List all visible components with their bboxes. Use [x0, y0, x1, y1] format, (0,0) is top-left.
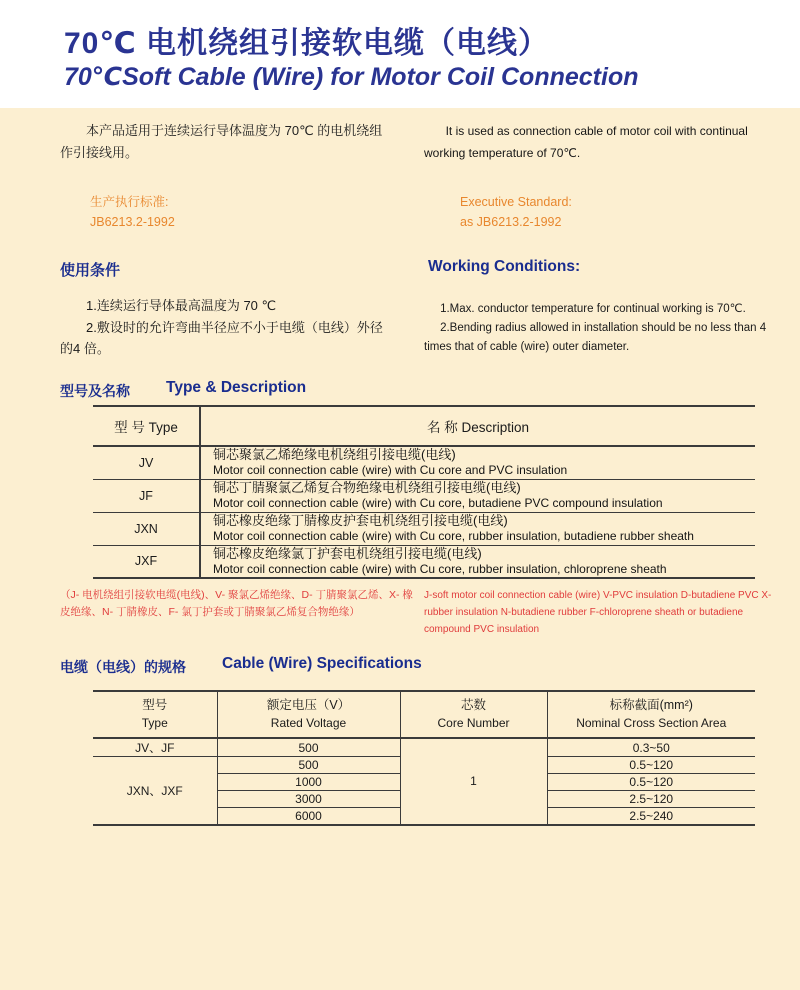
header-zh: 芯数 [460, 698, 486, 712]
standard-label-zh: 生产执行标准: [90, 195, 169, 209]
spec-section-heading-en: Cable (Wire) Specifications [222, 655, 422, 672]
column-header-core-number [400, 691, 547, 738]
description-cell [200, 512, 755, 545]
cross-section-cell: 0.5~120 [547, 774, 755, 791]
column-header-cross-section [547, 691, 755, 738]
executive-standard-en [460, 192, 572, 232]
column-header-description: 名 称 Description [200, 406, 755, 446]
header-en: Core Number [437, 716, 510, 730]
type-cell: JXN [93, 512, 200, 545]
description-zh: 铜芯橡皮绝缘氯丁护套电机绕组引接电缆(电线) [213, 545, 482, 561]
table-row [93, 446, 755, 479]
voltage-cell: 500 [217, 757, 400, 774]
header-en: Type [141, 716, 168, 730]
header-en: Rated Voltage [270, 716, 347, 730]
description-en: Motor coil connection cable (wire) with Cu core, rubber insulation, butadiene rubber sheath [213, 529, 694, 543]
cross-section-cell: 2.5~240 [547, 808, 755, 825]
voltage-cell: 1000 [217, 774, 400, 791]
header-zh: 额定电压（V） [266, 698, 351, 712]
condition-item: 1.连续运行导体最高温度为 70 ℃ [86, 298, 277, 313]
standard-value-zh: JB6213.2-1992 [90, 215, 175, 229]
column-header-voltage [217, 691, 400, 738]
type-cell: JV [93, 446, 200, 479]
table-header-row [93, 406, 755, 446]
voltage-cell: 500 [217, 738, 400, 757]
description-en: Motor coil connection cable (wire) with Cu core, rubber insulation, chloroprene sheath [213, 561, 667, 576]
table-row [93, 479, 755, 512]
type-cell: JXN、JXF [93, 757, 217, 825]
cross-section-cell: 0.5~120 [547, 757, 755, 774]
abbreviation-note-zh: （J- 电机绕组引接软电缆(电线)、V- 聚氯乙烯绝缘、D- 丁腈聚氯乙烯、X- 橡皮绝缘、N- 丁腈橡皮、F- 氯丁护套或丁腈聚氯乙烯复合物绝缘） [60, 589, 413, 618]
spec-section-heading-zh: 电缆（电线）的规格 [60, 659, 186, 675]
conditions-heading-zh: 使用条件 [60, 262, 121, 279]
intro-paragraph-en: It is used as connection cable of motor coil with continual working temperature of 70℃. [424, 124, 748, 160]
abbreviation-note-en: J-soft motor coil connection cable (wire) V-PVC insulation D-butadiene PVC X-rubber insulation N-butadiene rubber F-chloroprene sheath or butadiene compound PVC insulation [424, 590, 772, 635]
type-cell: JF [93, 479, 200, 512]
page-title-en: 70℃Soft Cable (Wire) for Motor Coil Connection [64, 63, 639, 91]
table-row [93, 738, 755, 757]
condition-item: 2.Bending radius allowed in installation should be no less than 4 times that of cable (wire) outer diameter. [424, 322, 767, 353]
voltage-cell: 3000 [217, 791, 400, 808]
standard-value-en: as JB6213.2-1992 [460, 215, 562, 229]
column-header-type [93, 691, 217, 738]
conditions-list-zh [60, 295, 394, 360]
voltage-cell: 6000 [217, 808, 400, 825]
executive-standard-zh [90, 192, 175, 232]
description-zh: 铜芯橡皮绝缘丁腈橡皮护套电机绕组引接电缆(电线) [213, 513, 508, 528]
description-cell [200, 545, 755, 578]
description-zh: 铜芯丁腈聚氯乙烯复合物绝缘电机绕组引接电缆(电线) [213, 480, 521, 495]
type-cell: JV、JF [93, 738, 217, 757]
header-en: Nominal Cross Section Area [576, 716, 727, 730]
condition-item: 1.Max. conductor temperature for continual working is 70℃. [440, 303, 746, 315]
table-header-row [93, 691, 755, 738]
table-row [93, 545, 755, 578]
description-en: Motor coil connection cable (wire) with Cu core, butadiene PVC compound insulation [213, 496, 663, 510]
column-header-type: 型 号 Type [93, 406, 200, 446]
core-number-cell: 1 [400, 738, 547, 825]
type-cell: JXF [93, 545, 200, 578]
conditions-heading-en: Working Conditions: [428, 258, 581, 275]
conditions-list-en [424, 300, 774, 357]
header-zh: 型号 [142, 698, 168, 712]
cross-section-cell: 0.3~50 [547, 738, 755, 757]
type-section-heading-en: Type & Description [166, 379, 307, 396]
page-title-zh: 70℃ 电机绕组引接软电缆（电线） [64, 27, 550, 60]
description-cell [200, 446, 755, 479]
cross-section-cell: 2.5~120 [547, 791, 755, 808]
condition-item: 2.敷设时的允许弯曲半径应不小于电缆（电线）外径的4 倍。 [60, 319, 383, 356]
type-section-heading-zh: 型号及名称 [60, 383, 130, 399]
type-description-table [93, 405, 755, 579]
description-cell [200, 479, 755, 512]
header-zh: 标称截面(mm²) [609, 698, 693, 712]
description-zh: 铜芯聚氯乙烯绝缘电机绕组引接电缆(电线) [213, 447, 456, 463]
specifications-table [93, 690, 755, 826]
intro-paragraph-zh: 本产品适用于连续运行导体温度为 70℃ 的电机绕组作引接线用。 [60, 123, 383, 160]
standard-label-en: Executive Standard: [460, 195, 572, 209]
table-row [93, 512, 755, 545]
description-en: Motor coil connection cable (wire) with Cu core and PVC insulation [213, 463, 568, 478]
